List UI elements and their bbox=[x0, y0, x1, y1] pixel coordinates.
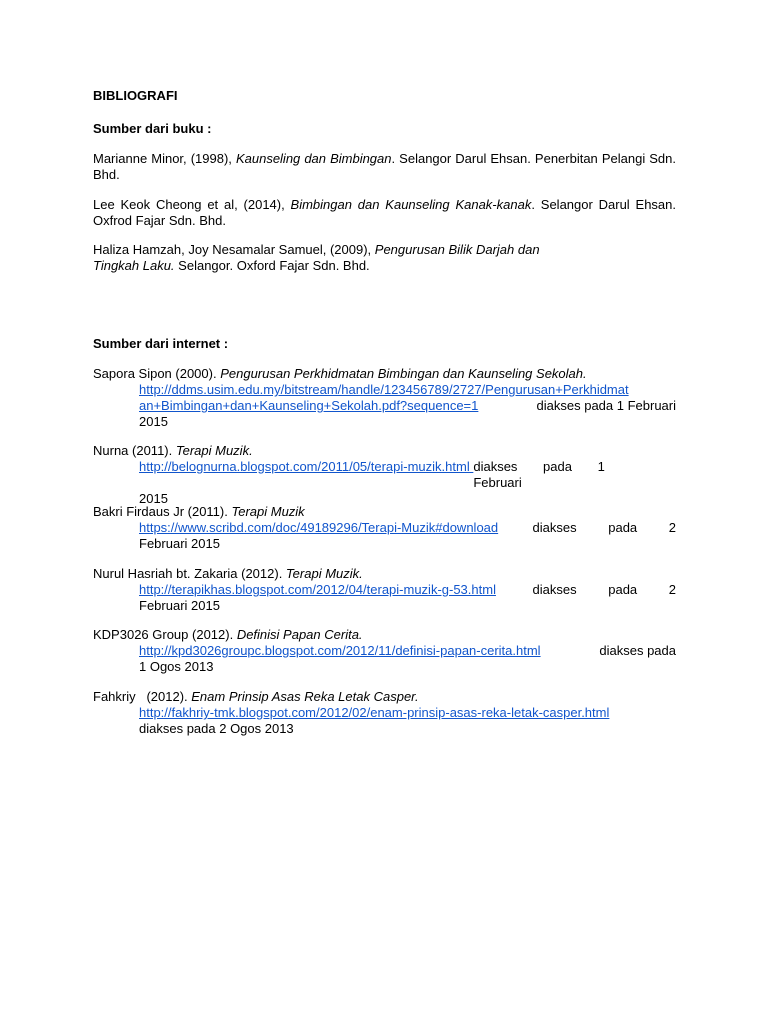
book-entry: Marianne Minor, (1998), Kaunseling dan Bimbingan. Selangor Darul Ehsan. Penerbitan Pelangi Sdn. Bhd. bbox=[93, 151, 677, 182]
source-link[interactable]: http://kpd3026groupc.blogspot.com/2012/11/definisi-papan-cerita.html bbox=[139, 643, 541, 658]
book-title: Pengurusan Bilik Darjah dan bbox=[374, 242, 540, 257]
source-title: Terapi Muzik bbox=[231, 504, 305, 519]
source-link[interactable]: http://fakhriy-tmk.blogspot.com/2012/02/enam-prinsip-asas-reka-letak-casper.html bbox=[139, 705, 610, 720]
book-title-continued: Tingkah Laku. bbox=[93, 258, 175, 273]
page-title: BIBLIOGRAFI bbox=[93, 88, 178, 103]
books-heading: Sumber dari buku : bbox=[93, 121, 212, 136]
internet-entry: Fahkriy (2012). Enam Prinsip Asas Reka Letak Casper. http://fakhriy-tmk.blogspot.com/2012/02/enam-prinsip-asas-reka-letak-casper.html diakses pada 2 Ogos 2013 bbox=[93, 689, 610, 736]
book-entry: Haliza Hamzah, Joy Nesamalar Samuel, (2009), Pengurusan Bilik Darjah dan Tingkah Laku. Selangor. Oxford Fajar Sdn. Bhd. bbox=[93, 242, 540, 273]
internet-entry: Nurul Hasriah bt. Zakaria (2012). Terapi Muzik. http://terapikhas.blogspot.com/2012/04/terapi-muzik-g-53.html diakses pada 2 Februari 2015 bbox=[93, 566, 676, 613]
source-title: Definisi Papan Cerita. bbox=[236, 627, 363, 642]
source-link[interactable]: https://www.scribd.com/doc/49189296/Terapi-Muzik#download bbox=[139, 520, 499, 535]
book-title: Bimbingan dan Kaunseling Kanak-kanak bbox=[290, 197, 532, 212]
internet-entry: Bakri Firdaus Jr (2011). Terapi Muzik https://www.scribd.com/doc/49189296/Terapi-Muzik#download diakses pada 2 Februari 2015 bbox=[93, 504, 676, 551]
book-title: Kaunseling dan Bimbingan bbox=[235, 151, 392, 166]
source-title: Terapi Muzik. bbox=[285, 566, 363, 581]
internet-entry: Nurna (2011). Terapi Muzik. http://belognurna.blogspot.com/2011/05/terapi-muzik.html diakses pada 1 Februari 2015 bbox=[93, 443, 605, 506]
source-link[interactable]: http://terapikhas.blogspot.com/2012/04/terapi-muzik-g-53.html bbox=[139, 582, 496, 597]
source-title: Pengurusan Perkhidmatan Bimbingan dan Kaunseling Sekolah. bbox=[220, 366, 587, 381]
internet-entry: KDP3026 Group (2012). Definisi Papan Cerita. http://kpd3026groupc.blogspot.com/2012/11/definisi-papan-cerita.html diakses pada 1 Ogos 2013 bbox=[93, 627, 676, 674]
source-link[interactable]: http://ddms.usim.edu.my/bitstream/handle/123456789/2727/Pengurusan+Perkhidmat bbox=[139, 382, 629, 397]
source-link-continued[interactable]: an+Bimbingan+dan+Kaunseling+Sekolah.pdf?sequence=1 bbox=[139, 398, 479, 413]
source-link[interactable]: http://belognurna.blogspot.com/2011/05/terapi-muzik.html bbox=[139, 459, 474, 474]
source-title: Enam Prinsip Asas Reka Letak Casper. bbox=[191, 689, 419, 704]
internet-heading: Sumber dari internet : bbox=[93, 336, 229, 351]
source-title: Terapi Muzik. bbox=[175, 443, 253, 458]
book-entry: Lee Keok Cheong et al, (2014), Bimbingan dan Kaunseling Kanak-kanak. Selangor Darul Ehsan. Oxfrod Fajar Sdn. Bhd. bbox=[93, 197, 676, 228]
internet-entry: Sapora Sipon (2000). Pengurusan Perkhidmatan Bimbingan dan Kaunseling Sekolah. http://ddms.usim.edu.my/bitstream/handle/123456789/2727/Pengurusan+Perkhidmat an+Bimbingan+dan+Kaunseling+Sekolah.pdf?sequence=1 diakses pada 1 Februari 2015 bbox=[93, 366, 676, 429]
